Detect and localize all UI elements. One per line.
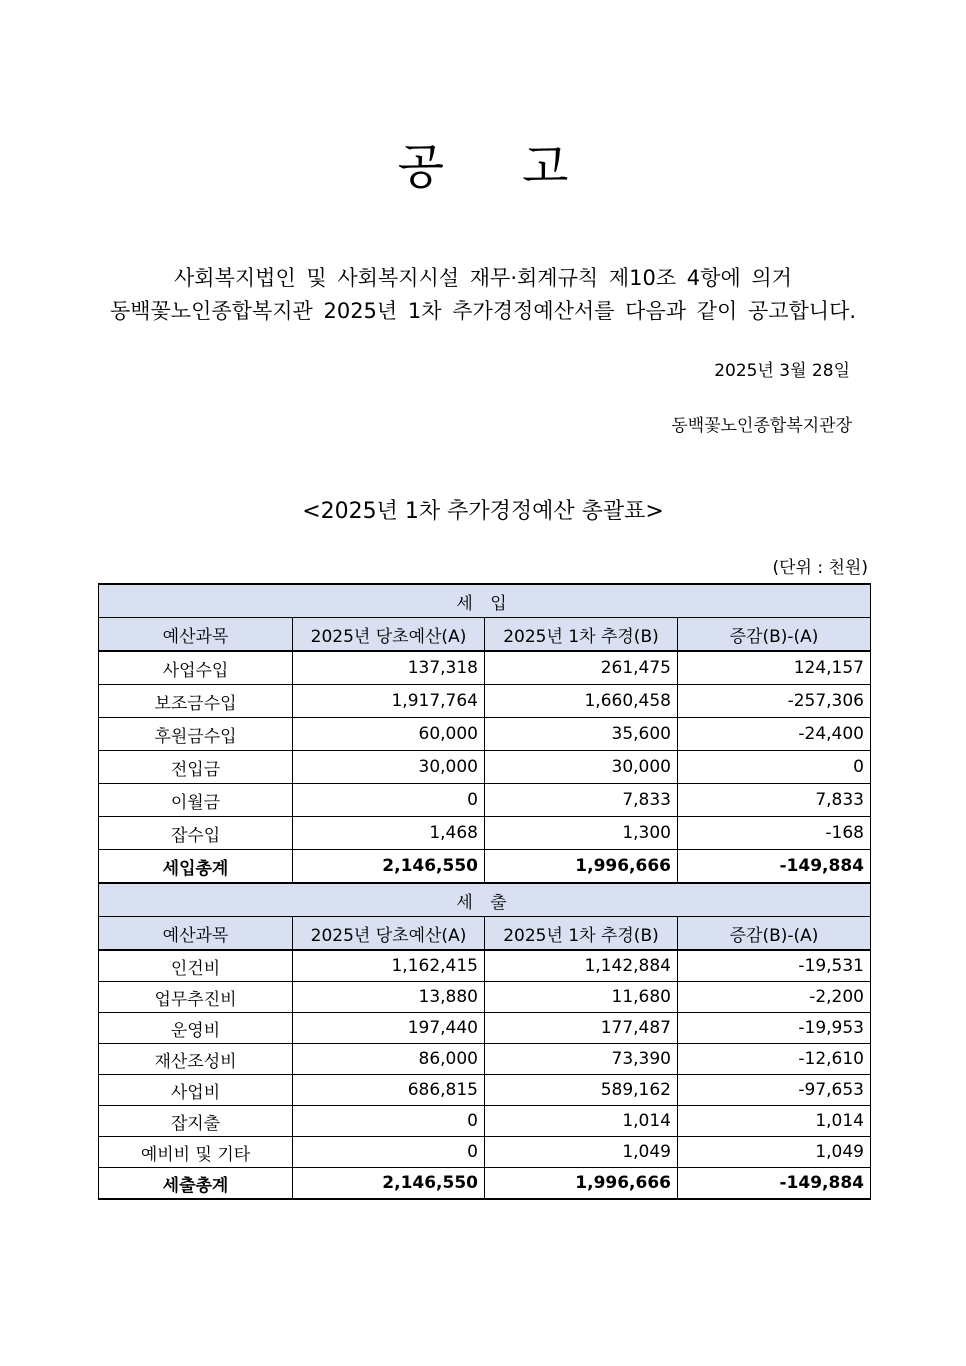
row-value: 73,390 [485,1044,678,1075]
row-value: 197,440 [293,1013,485,1044]
row-label: 업무추진비 [99,982,293,1013]
total-value: -149,884 [678,850,871,884]
row-value: 1,660,458 [485,685,678,718]
row-value: 11,680 [485,982,678,1013]
row-value: 1,162,415 [293,950,485,982]
row-value: 0 [678,751,871,784]
row-value: 0 [293,1137,485,1168]
revenue-total-row [99,850,871,884]
expenditure-section-row [99,883,871,917]
row-label: 전입금 [99,751,293,784]
row-label: 재산조성비 [99,1044,293,1075]
row-label: 운영비 [99,1013,293,1044]
row-label: 예비비 및 기타 [99,1137,293,1168]
revenue-section-row [99,584,871,618]
row-value: -97,653 [678,1075,871,1106]
table-row [99,718,871,751]
row-value: -12,610 [678,1044,871,1075]
revenue-section-label: 세 입 [99,584,871,618]
table-row [99,817,871,850]
total-value: -149,884 [678,1168,871,1200]
row-value: -257,306 [678,685,871,718]
row-value: -2,200 [678,982,871,1013]
unit-label: (단위 : 천원) [772,558,868,578]
column-header: 예산과목 [99,618,293,652]
row-value: 1,142,884 [485,950,678,982]
row-value: 261,475 [485,651,678,685]
row-value: 35,600 [485,718,678,751]
budget-summary-table [98,583,871,1200]
intro-line-1: 사회복지법인 및 사회복지시설 재무·회계규칙 제10조 4항에 의거 [174,266,792,290]
table-row [99,784,871,817]
notice-title [0,128,966,197]
row-value: 7,833 [678,784,871,817]
row-label: 보조금수입 [99,685,293,718]
table-row [99,982,871,1013]
column-header: 예산과목 [99,917,293,951]
row-value: -19,953 [678,1013,871,1044]
row-label: 이월금 [99,784,293,817]
row-value: 589,162 [485,1075,678,1106]
row-value: 1,049 [678,1137,871,1168]
row-value: 0 [293,784,485,817]
row-value: -168 [678,817,871,850]
column-header: 증감(B)-(A) [678,917,871,951]
revenue-header-row [99,618,871,652]
row-value: 137,318 [293,651,485,685]
row-value: 124,157 [678,651,871,685]
column-header: 2025년 당초예산(A) [293,917,485,951]
expenditure-header-row [99,917,871,951]
column-header: 2025년 1차 추경(B) [485,618,678,652]
intro-line-2: 동백꽃노인종합복지관 2025년 1차 추가경정예산서를 다음과 같이 공고합니다. [109,299,857,323]
row-label: 인건비 [99,950,293,982]
column-header: 증감(B)-(A) [678,618,871,652]
row-value: 0 [293,1106,485,1137]
row-value: 686,815 [293,1075,485,1106]
row-value: 30,000 [293,751,485,784]
total-label: 세출총계 [99,1168,293,1200]
total-value: 2,146,550 [293,1168,485,1200]
table-row [99,751,871,784]
table-title: <2025년 1차 추가경정예산 총괄표> [302,499,664,524]
expenditure-section-label: 세 출 [99,883,871,917]
table-row [99,1137,871,1168]
notice-date: 2025년 3월 28일 [714,361,850,381]
row-label: 사업수입 [99,651,293,685]
table-row [99,685,871,718]
notice-title-char-1: 공 [397,139,444,195]
row-label: 잡수입 [99,817,293,850]
row-value: 1,468 [293,817,485,850]
table-row [99,1044,871,1075]
table-row [99,1075,871,1106]
row-label: 사업비 [99,1075,293,1106]
expenditure-total-row [99,1168,871,1200]
total-value: 2,146,550 [293,850,485,884]
row-value: 1,049 [485,1137,678,1168]
row-value: 7,833 [485,784,678,817]
row-value: -19,531 [678,950,871,982]
issuer-name: 동백꽃노인종합복지관장 [671,416,852,436]
row-value: 1,917,764 [293,685,485,718]
row-value: 1,014 [485,1106,678,1137]
row-value: -24,400 [678,718,871,751]
row-value: 13,880 [293,982,485,1013]
notice-title-char-2: 고 [522,139,569,195]
total-value: 1,996,666 [485,850,678,884]
row-label: 후원금수입 [99,718,293,751]
column-header: 2025년 1차 추경(B) [485,917,678,951]
total-value: 1,996,666 [485,1168,678,1200]
column-header: 2025년 당초예산(A) [293,618,485,652]
row-value: 177,487 [485,1013,678,1044]
table-row [99,651,871,685]
row-value: 1,014 [678,1106,871,1137]
table-row [99,1013,871,1044]
table-row [99,950,871,982]
row-label: 잡지출 [99,1106,293,1137]
row-value: 30,000 [485,751,678,784]
table-row [99,1106,871,1137]
row-value: 60,000 [293,718,485,751]
row-value: 1,300 [485,817,678,850]
row-value: 86,000 [293,1044,485,1075]
total-label: 세입총계 [99,850,293,884]
